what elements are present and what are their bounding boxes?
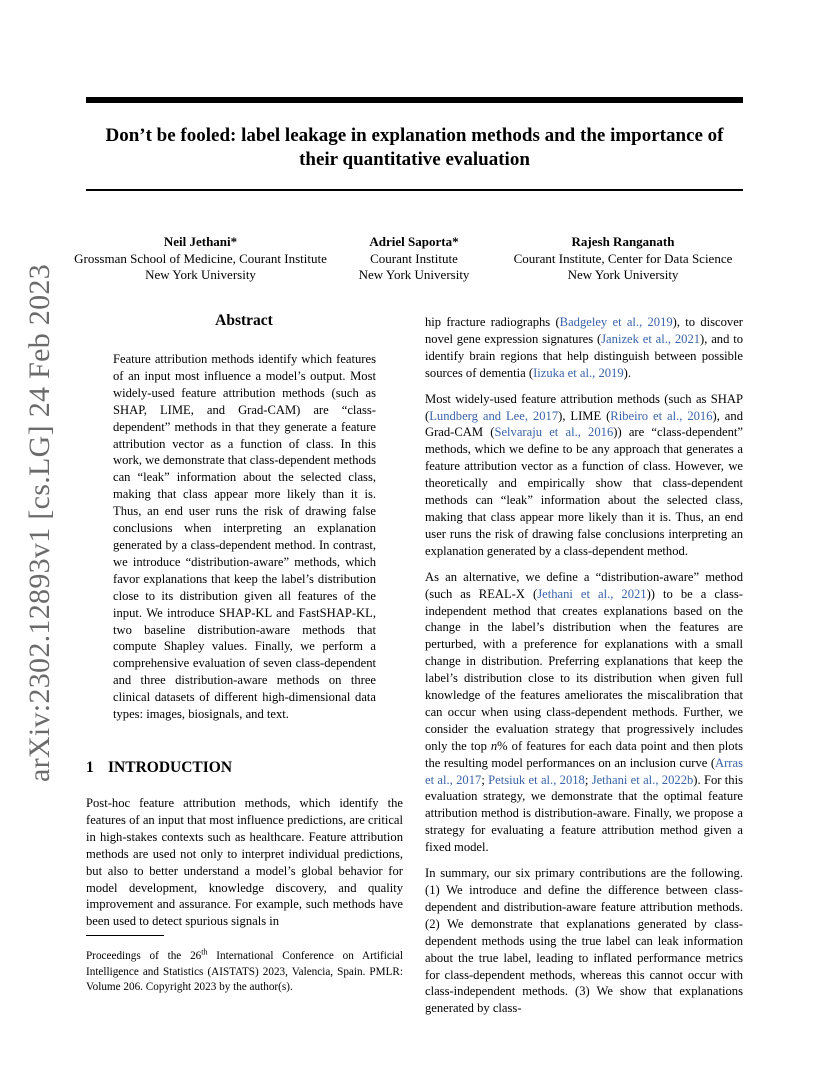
citation-link[interactable]: Arras et al., 2017 (425, 755, 743, 787)
author-name: Adriel Saporta* (369, 234, 459, 249)
arxiv-watermark (10, 263, 70, 783)
citation-link[interactable]: Jethani et al., 2021 (537, 586, 647, 601)
abstract-heading: Abstract (215, 312, 273, 329)
author-name: Rajesh Ranganath (571, 234, 675, 249)
author-institution: New York University (358, 267, 470, 282)
footnote-rule (86, 935, 164, 936)
citation-link[interactable]: Jethani et al., 2022b (591, 772, 694, 787)
citation-link[interactable]: Lundberg and Lee, 2017 (429, 408, 559, 423)
title-line-2: their quantitative evaluation (299, 149, 530, 170)
math-variable: n (490, 738, 498, 753)
citation-link[interactable]: Badgeley et al., 2019 (559, 315, 673, 329)
section-heading (86, 759, 232, 777)
citation-link[interactable]: Selvaraju et al., 2016 (494, 425, 614, 440)
right-column (425, 314, 743, 1026)
title-bottom-rule (86, 189, 743, 191)
intro-paragraph: Post-hoc feature attribution methods, which identify the features of an input that most influence predictions, are critical in high-stakes contexts such as healthcare. Feature attribution methods are used not only to interpret individual predictions, but also to better understand a model’s global behavior for model development, knowledge discovery, and quality improvement and assurance. For example, such methods have been used to detect spurious signals in (86, 796, 403, 929)
author-institution: New York University (567, 267, 679, 282)
author-block-1 (64, 234, 337, 284)
paragraph-2: Most widely-used feature attribution methods (such as SHAP (Lundberg and Lee, 2017), LIME (Ribeiro et al., 2016), and Grad-CAM (Selvaraju et al., 2016)) are “class-dependent” methods, which we define to be any approach that generates a feature attribution vector as a function of class. However, we theoretically and empirically show that class-dependent methods can “leak” information about the selected class, making that class appear more likely than it is. Thus, an end user runs the risk of drawing false conclusions interpreting an explanation generated by a class-dependent method. (425, 391, 743, 558)
top-rule (86, 97, 743, 103)
section-number: 1 (86, 759, 94, 776)
citation-link[interactable]: Iizuka et al., 2019 (533, 365, 624, 380)
citation-link[interactable]: Ribeiro et al., 2016 (610, 408, 713, 423)
paragraph-1: hip fracture radiographs (Badgeley et al., 2019), to discover novel gene expression signatures (Janizek et al., 2021), and to identify brain regions that help distinguish between possible sources of dementia (Iizuka et al., 2019). (425, 315, 744, 380)
paragraph-3: As an alternative, we define a “distribution-aware” method (such as REAL-X (Jethani et al., 2021)) to be a class-independent method that creates explanations based on the change in the label’s distribution when the features are perturbed, with a preference for explanations with a small change in distribution. Preferring explanations that keep the label’s distribution close to its distribution when given full knowledge of the features ameliorates the miscalibration that can occur when using class-dependent methods. Further, we consider the evaluation strategy that progressively includes only the top n% of features for each data point and then plots the resulting model performances on an inclusion curve (Arras et al., 2017; Petsiuk et al., 2018; Jethani et al., 2022b). For this evaluation strategy, we demonstrate that the optimal feature attribution method is distribution-aware. Finally, we propose a strategy for evaluating a feature attribution method given a fixed model. (425, 569, 744, 855)
citation-link[interactable]: Petsiuk et al., 2018 (488, 772, 585, 787)
author-name: Neil Jethani* (163, 234, 238, 249)
author-affiliation: Courant Institute (370, 250, 458, 266)
author-affiliation: Grossman School of Medicine, Courant Institute (74, 250, 327, 266)
author-affiliation: Courant Institute, Center for Data Science (513, 250, 733, 266)
footnote-superscript: th (201, 947, 208, 957)
section-title: INTRODUCTION (108, 759, 233, 776)
paper-title (86, 124, 743, 172)
author-block-3 (498, 234, 748, 284)
footnote: Proceedings of the 26th International Conference on Artificial Intelligence and Statistics (AISTATS) 2023, Valencia, Spain. PMLR: Volume 206. Copyright 2023 by the author(s). (86, 947, 403, 994)
arxiv-id: arXiv:2302.12893v1 [cs.LG] 24 Feb 2023 (23, 263, 57, 783)
paragraph-4: In summary, our six primary contributions are the following. (1) We introduce and define the difference between class-dependent and distribution-aware feature attribution methods. (2) We demonstrate that explanations generated by class-dependent methods using the true label can leak information about the true label, leading to inflated performance metrics for class-dependent methods, whereas this cannot occur with class-independent methods. (3) We show that explanations generated by class- (425, 866, 743, 1016)
citation-link[interactable]: Janizek et al., 2021 (601, 331, 701, 346)
abstract-text: Feature attribution methods identify which features of an input most influence a model’s output. Most widely-used feature attribution methods (such as SHAP, LIME, and Grad-CAM) are “class-dependent” methods in that they generate a feature attribution vector as a function of class. In this work, we demonstrate that class-dependent methods can “leak” information about the selected class, making that class appear more likely than it is. Thus, an end user runs the risk of drawing false conclusions when interpreting an explanation generated by a class-dependent method. In contrast, we introduce “distribution-aware” methods, which favor explanations that keep the label’s distribution close to its distribution given all features of the input. We introduce SHAP-KL and FastSHAP-KL, two baseline distribution-aware methods that compute Shapley values. Finally, we perform a comprehensive evaluation of seven class-dependent and three distribution-aware methods on three clinical datasets of different high-dimensional data types: images, biosignals, and text. (113, 352, 376, 722)
title-line-1: Don’t be fooled: label leakage in explanation methods and the importance of (105, 125, 724, 146)
author-institution: New York University (145, 267, 256, 282)
author-block-2 (344, 234, 484, 284)
